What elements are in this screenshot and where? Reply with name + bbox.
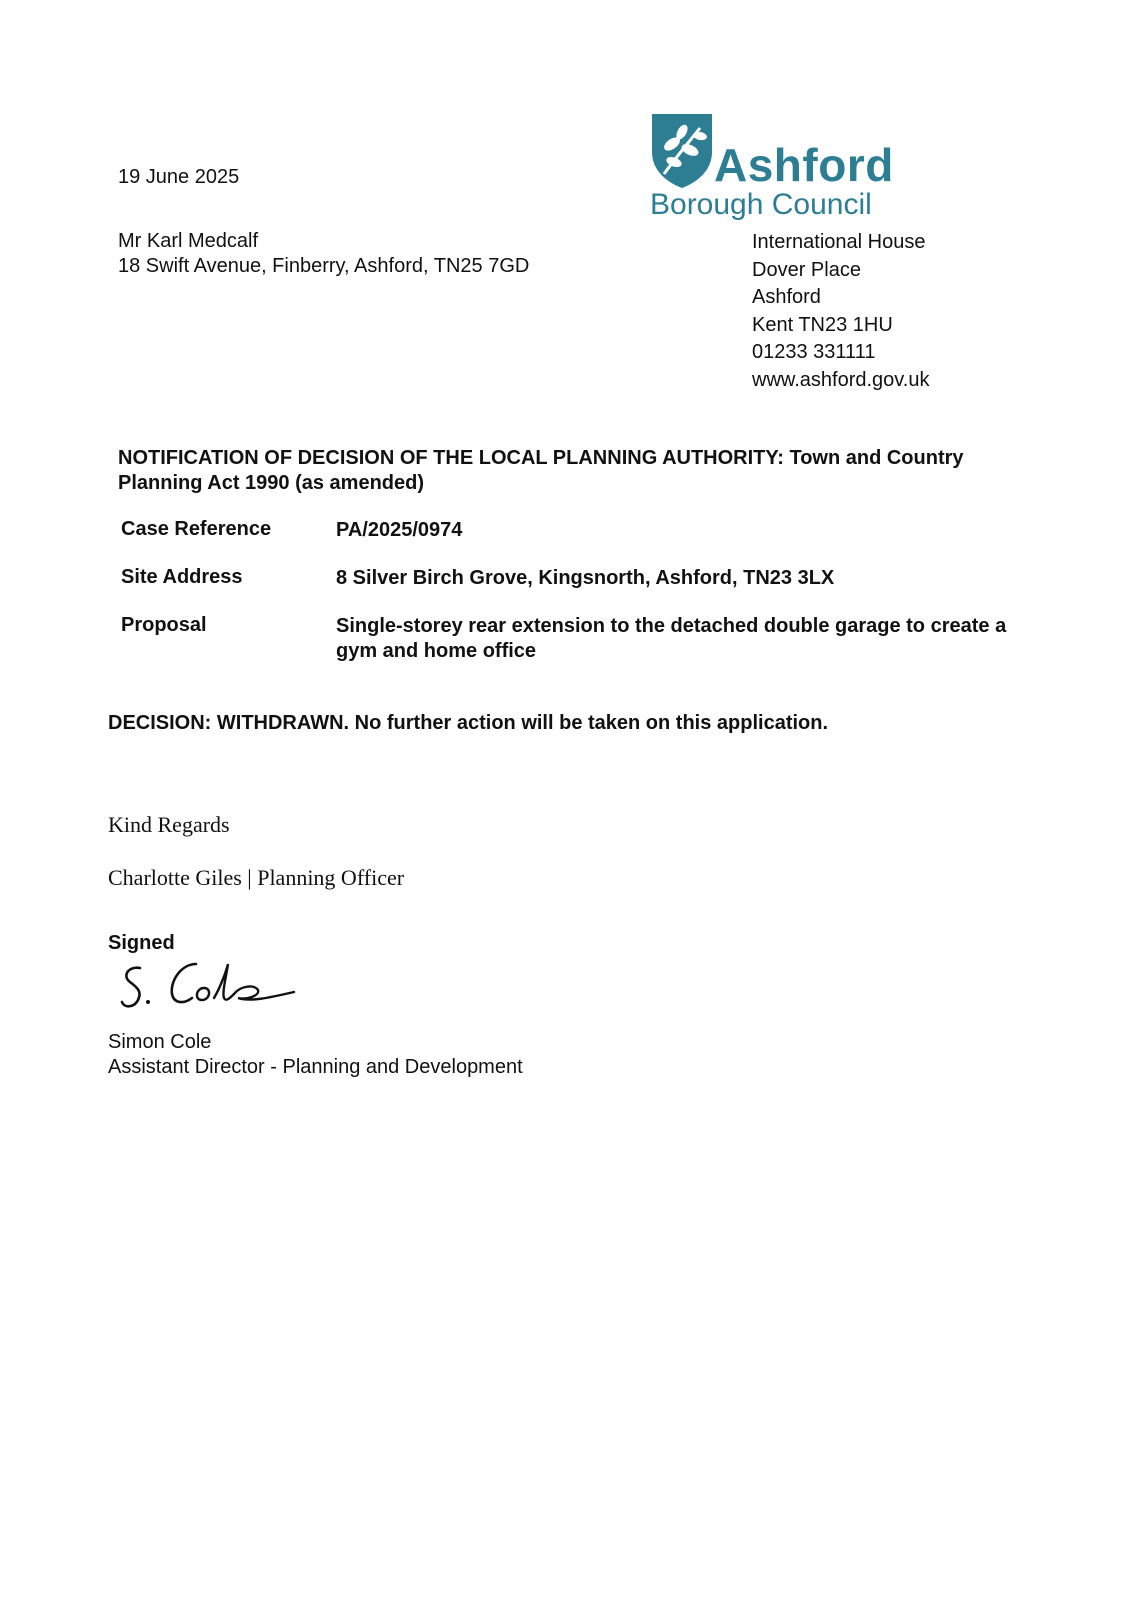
officer-name: Charlotte Giles | Planning Officer — [108, 865, 405, 890]
council-address-line: Kent TN23 1HU — [752, 313, 893, 336]
signed-label: Signed — [108, 932, 175, 954]
signatory-title: Assistant Director - Planning and Development — [108, 1056, 523, 1078]
case-reference-label: Case Reference — [121, 518, 272, 540]
closing-regards: Kind Regards — [108, 812, 230, 837]
recipient-block — [118, 229, 529, 279]
council-address-line: International House — [752, 231, 926, 253]
site-address-label: Site Address — [121, 566, 243, 588]
council-logo — [650, 112, 900, 230]
proposal-label: Proposal — [121, 614, 207, 636]
handwritten-signature — [118, 958, 298, 1024]
decision-statement: DECISION: WITHDRAWN. No further action will be taken on this application. — [108, 712, 829, 734]
council-website: www.ashford.gov.uk — [752, 368, 930, 391]
recipient-address: 18 Swift Avenue, Finberry, Ashford, TN25 7GD — [118, 255, 530, 277]
logo-subtitle: Borough Council — [650, 188, 872, 221]
council-phone: 01233 331111 — [752, 341, 876, 363]
letter-date: 19 June 2025 — [118, 166, 240, 188]
notice-heading: NOTIFICATION OF DECISION OF THE LOCAL PLANNING AUTHORITY: Town and Country Planning Act 1990 (as amended) — [118, 447, 964, 494]
shield-leaf-icon — [650, 112, 716, 190]
case-reference-value: PA/2025/0974 — [336, 519, 463, 541]
logo-name: Ashford — [714, 139, 894, 191]
council-address — [752, 229, 930, 394]
signatory-block — [108, 1030, 523, 1080]
proposal-value: Single-storey rear extension to the detached double garage to create a gym and home office — [336, 615, 1007, 662]
signature-icon — [118, 958, 298, 1024]
council-address-line: Ashford — [752, 286, 821, 308]
council-address-line: Dover Place — [752, 258, 861, 281]
site-address-value: 8 Silver Birch Grove, Kingsnorth, Ashford, TN23 3LX — [336, 567, 835, 589]
signatory-name: Simon Cole — [108, 1031, 212, 1053]
recipient-name: Mr Karl Medcalf — [118, 230, 259, 252]
